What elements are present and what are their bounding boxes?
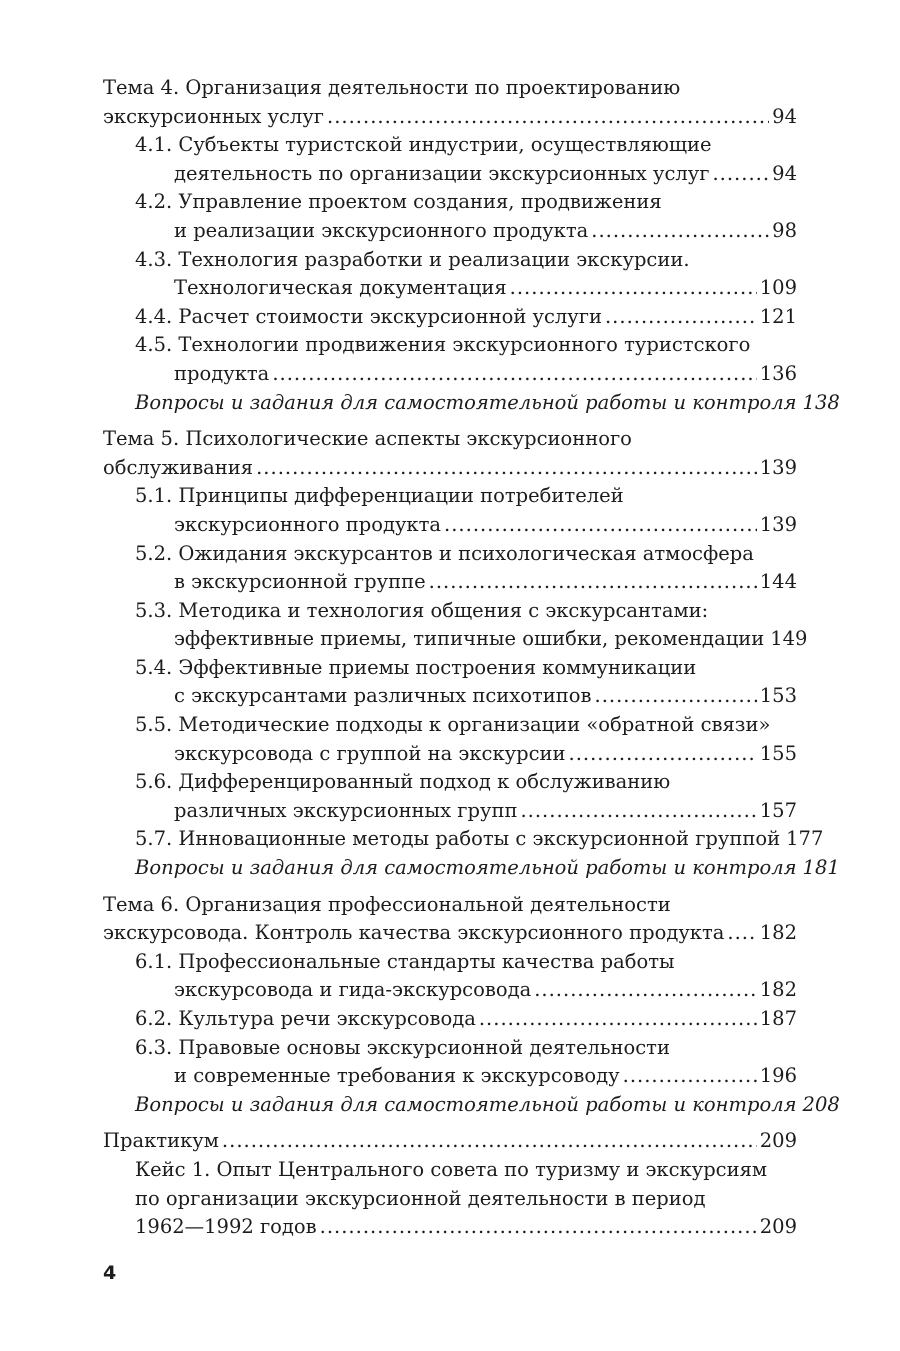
table-of-contents	[103, 74, 840, 1250]
toc-entry[interactable]	[103, 568, 797, 597]
page-ref: 144	[759, 570, 797, 594]
dot-leader	[712, 160, 769, 189]
page-ref: 98	[772, 218, 797, 242]
toc-section-practicum	[103, 1127, 797, 1241]
page-ref: 177	[786, 827, 824, 851]
page-ref: 139	[759, 512, 797, 536]
toc-section-5	[103, 425, 840, 883]
toc-entry[interactable]	[103, 1213, 797, 1242]
dot-leader	[623, 1062, 757, 1091]
subsection-line: 4.2. Управление проектом создания, продвижения	[135, 190, 662, 214]
questions-entry[interactable]	[103, 854, 840, 883]
toc-entry[interactable]	[103, 682, 797, 711]
dot-leader	[534, 976, 757, 1005]
entry-text: Технологическая документация	[174, 276, 507, 300]
toc-entry[interactable]	[103, 1127, 797, 1156]
entry-text: Вопросы и задания для самостоятельной работы и контроля	[135, 1092, 797, 1116]
section-title: Тема 4. Организация деятельности по проектированию	[103, 76, 681, 99]
toc-entry[interactable]	[103, 160, 797, 189]
dot-leader	[327, 103, 769, 132]
subsection-line: по организации экскурсионной деятельности в период	[135, 1186, 706, 1210]
dot-leader	[520, 797, 756, 826]
toc-section-4	[103, 74, 840, 417]
page-ref: 109	[759, 276, 797, 300]
page-ref: 149	[770, 627, 808, 651]
dot-leader	[320, 1213, 757, 1242]
subsection-line: 6.1. Профессиональные стандарты качества работы	[135, 949, 675, 973]
entry-text: экскурсионных услуг	[103, 104, 325, 128]
dot-leader	[591, 217, 769, 246]
page-ref: 182	[759, 978, 797, 1002]
entry-text: с экскурсантами различных психотипов	[174, 684, 592, 708]
page-ref: 136	[759, 361, 797, 385]
entry-text: обслуживания	[103, 455, 254, 479]
page-ref: 209	[759, 1129, 797, 1153]
toc-entry[interactable]	[103, 1005, 797, 1034]
entry-text: Вопросы и задания для самостоятельной работы и контроля	[135, 390, 797, 414]
subsection-line: 5.1. Принципы дифференциации потребителей	[135, 484, 624, 508]
subsection-line: Кейс 1. Опыт Центрального совета по туризму и экскурсиям	[135, 1157, 768, 1181]
toc-entry[interactable]	[103, 625, 808, 654]
entry-text: экскурсовода с группой на экскурсии	[174, 741, 566, 765]
page-ref: 208	[802, 1092, 840, 1116]
subsection-line: 5.2. Ожидания экскурсантов и психологическая атмосфера	[135, 541, 754, 565]
dot-leader	[510, 274, 757, 303]
toc-entry[interactable]	[103, 1062, 797, 1091]
entry-text: экскурсовода и гида-экскурсовода	[174, 978, 532, 1002]
entry-text: и современные требования к экскурсоводу	[174, 1064, 620, 1088]
subsection-line: 4.1. Субъекты туристской индустрии, осуществляющие	[135, 133, 712, 157]
subsection-line: 5.6. Дифференцированный подход к обслуживанию	[135, 770, 671, 794]
toc-section-6	[103, 891, 840, 1120]
subsection-line: 6.3. Правовые основы экскурсионной деятельности	[135, 1035, 670, 1059]
entry-text: деятельность по организации экскурсионных услуг	[174, 161, 710, 185]
page-ref: 153	[759, 684, 797, 708]
subsection-line: 5.3. Методика и технология общения с экскурсантами:	[135, 598, 709, 622]
dot-leader	[256, 454, 757, 483]
subsection-line: 5.4. Эффективные приемы построения коммуникации	[135, 655, 697, 679]
page-ref: 196	[759, 1064, 797, 1088]
dot-leader	[569, 740, 757, 769]
entry-text: различных экскурсионных групп	[174, 798, 518, 822]
page-ref: 139	[759, 455, 797, 479]
entry-text: 5.7. Инновационные методы работы с экскурсионной группой	[135, 827, 781, 851]
page-ref: 94	[772, 161, 797, 185]
entry-text: и реализации экскурсионного продукта	[174, 218, 589, 242]
dot-leader	[727, 919, 756, 948]
page-number: 4	[103, 1262, 117, 1284]
dot-leader	[595, 682, 757, 711]
entry-text: экскурсионного продукта	[174, 512, 442, 536]
toc-entry[interactable]	[103, 103, 797, 132]
page-ref: 181	[802, 856, 840, 880]
page-ref: 121	[759, 304, 797, 328]
dot-leader	[272, 360, 756, 389]
entry-text: 1962—1992 годов	[135, 1215, 317, 1239]
toc-entry[interactable]	[103, 360, 797, 389]
dot-leader	[222, 1127, 757, 1156]
toc-entry[interactable]	[103, 454, 797, 483]
toc-entry[interactable]	[103, 976, 797, 1005]
toc-entry[interactable]	[103, 919, 797, 948]
section-title: Тема 6. Организация профессиональной деятельности	[103, 892, 671, 916]
page-ref: 182	[759, 921, 797, 945]
subsection-line: 4.3. Технология разработки и реализации экскурсии.	[135, 247, 690, 271]
entry-text: Вопросы и задания для самостоятельной работы и контроля	[135, 856, 797, 880]
toc-entry[interactable]	[103, 217, 797, 246]
subsection-line: 4.5. Технологии продвижения экскурсионного туристского	[135, 333, 751, 357]
entry-text: 6.2. Культура речи экскурсовода	[135, 1007, 476, 1030]
dot-leader	[605, 303, 757, 332]
toc-entry[interactable]	[103, 797, 797, 826]
questions-entry[interactable]	[103, 1091, 840, 1120]
toc-entry[interactable]	[103, 274, 797, 303]
entry-text: в экскурсионной группе	[174, 570, 426, 594]
page-ref: 187	[759, 1007, 797, 1030]
toc-entry[interactable]	[103, 825, 824, 854]
entry-text: Практикум	[103, 1129, 219, 1153]
page-ref: 155	[759, 741, 797, 765]
page-ref: 209	[759, 1215, 797, 1239]
dot-leader	[479, 1005, 757, 1034]
questions-entry[interactable]	[103, 389, 840, 418]
entry-text: экскурсовода. Контроль качества экскурсионного продукта	[103, 921, 725, 945]
dot-leader	[444, 511, 757, 540]
entry-text: эффективные приемы, типичные ошибки, рекомендации	[174, 627, 765, 651]
page-ref: 138	[802, 390, 840, 414]
page-ref: 157	[759, 798, 797, 822]
entry-text: 4.4. Расчет стоимости экскурсионной услуги	[135, 304, 602, 328]
toc-entry[interactable]	[103, 511, 797, 540]
page-ref: 94	[772, 104, 797, 128]
toc-entry[interactable]	[103, 303, 797, 332]
entry-text: продукта	[174, 361, 270, 385]
toc-entry[interactable]	[103, 740, 797, 769]
dot-leader	[429, 568, 757, 597]
subsection-line: 5.5. Методические подходы к организации «обратной связи»	[135, 713, 771, 737]
section-title: Тема 5. Психологические аспекты экскурсионного	[103, 427, 632, 451]
